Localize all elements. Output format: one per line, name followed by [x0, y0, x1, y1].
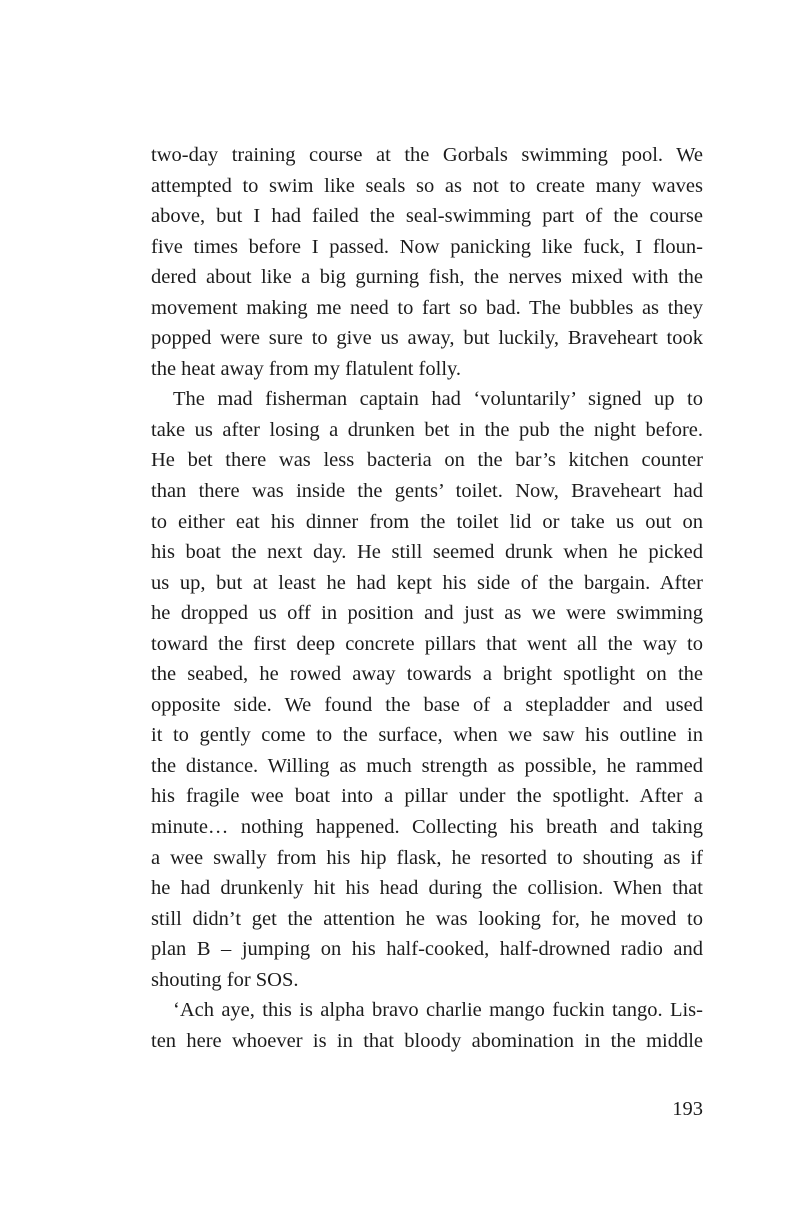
- text-line: us up, but at least he had kept his side of the bargain. After: [151, 571, 703, 594]
- text-line: toward the first deep concrete pillars that went all the way to: [151, 632, 703, 655]
- body-text: [151, 140, 703, 1056]
- text-line: ‘Ach aye, this is alpha bravo charlie mango fuckin tango. Lis-: [173, 999, 703, 1022]
- page-number: 193: [672, 1098, 703, 1120]
- paragraph-3: [151, 995, 703, 1056]
- text-line: he had drunkenly hit his head during the collision. When that: [151, 877, 703, 900]
- text-line: dered about like a big gurning fish, the nerves mixed with the: [151, 266, 703, 289]
- text-line: two-day training course at the Gorbals swimming pool. We: [151, 144, 703, 166]
- text-line: the seabed, he rowed away towards a bright spotlight on the: [151, 663, 703, 686]
- text-line: plan B – jumping on his half-cooked, half-drowned radio and: [151, 938, 703, 961]
- text-line: his fragile wee boat into a pillar under the spotlight. After a: [151, 785, 703, 808]
- text-line: movement making me need to fart so bad. The bubbles as they: [151, 296, 703, 319]
- text-line: above, but I had failed the seal-swimming part of the course: [151, 205, 703, 228]
- text-line: opposite side. We found the base of a stepladder and used: [151, 693, 703, 716]
- text-line: He bet there was less bacteria on the bar’s kitchen counter: [151, 449, 703, 472]
- text-line: attempted to swim like seals so as not to create many waves: [151, 174, 703, 197]
- text-line: shouting for SOS.: [151, 968, 299, 991]
- text-line: the heat away from my flatulent folly.: [151, 357, 462, 380]
- text-line: minute… nothing happened. Collecting his breath and taking: [151, 816, 703, 839]
- text-line: it to gently come to the surface, when we saw his outline in: [151, 724, 703, 747]
- paragraph-2: [151, 384, 703, 995]
- paragraph-1: [151, 140, 703, 384]
- text-line: five times before I passed. Now panicking like fuck, I floun-: [151, 235, 703, 258]
- text-line: he dropped us off in position and just as we were swimming: [151, 602, 703, 625]
- text-line: ten here whoever is in that bloody abomination in the middle: [151, 1029, 703, 1052]
- text-line: his boat the next day. He still seemed drunk when he picked: [151, 541, 703, 564]
- text-line: popped were sure to give us away, but luckily, Braveheart took: [151, 327, 703, 350]
- text-line: than there was inside the gents’ toilet. Now, Braveheart had: [151, 480, 703, 503]
- text-line: a wee swally from his hip flask, he resorted to shouting as if: [151, 846, 703, 869]
- text-line: The mad fisherman captain had ‘voluntarily’ signed up to: [173, 388, 703, 411]
- text-line: still didn’t get the attention he was looking for, he moved to: [151, 907, 703, 930]
- text-line: the distance. Willing as much strength as possible, he rammed: [151, 754, 703, 777]
- text-line: take us after losing a drunken bet in the pub the night before.: [151, 418, 703, 441]
- text-line: to either eat his dinner from the toilet lid or take us out on: [151, 510, 703, 533]
